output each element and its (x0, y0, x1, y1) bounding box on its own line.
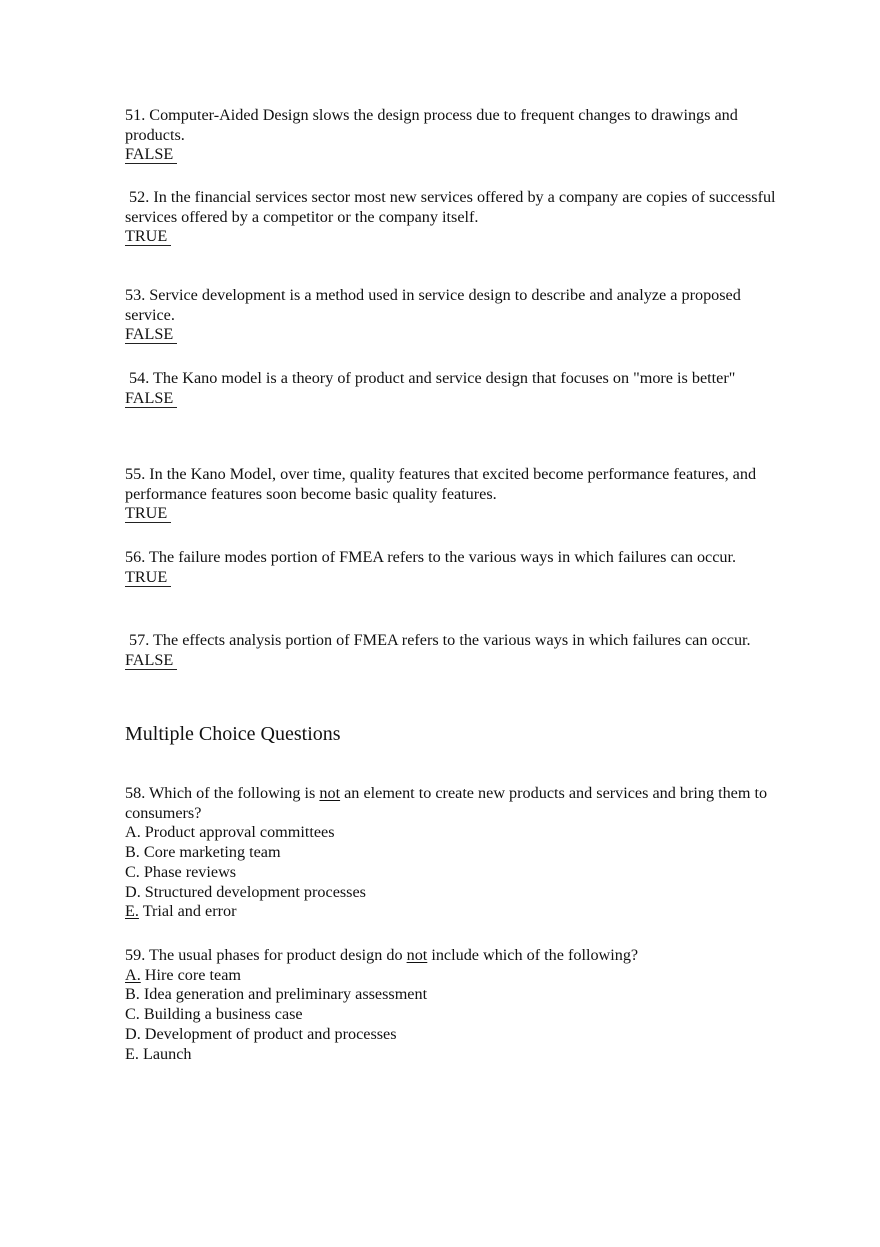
question-59-option-d (125, 1025, 785, 1045)
option-letter: D. (125, 1024, 141, 1043)
question-55-text: 55. In the Kano Model, over time, quality features that excited become performance features, and performance features soon become basic quality features. (125, 465, 757, 503)
option-text: Structured development processes (140, 882, 366, 901)
question-58-option-c (125, 863, 785, 883)
question-53-answer: FALSE (125, 326, 177, 344)
question-58-stem (125, 784, 785, 823)
question-55-answer: TRUE (125, 505, 171, 523)
question-59-stem-after: include which of the following? (427, 946, 639, 964)
option-text: Product approval committees (140, 823, 335, 842)
option-text: Core marketing team (139, 843, 281, 862)
question-52-answer: TRUE (125, 228, 171, 246)
option-text: Launch (138, 1044, 192, 1063)
option-letter: B. (125, 843, 140, 862)
option-letter: D. (125, 882, 141, 901)
question-59-stem (125, 946, 785, 966)
question-51 (125, 106, 785, 165)
option-letter: A. (125, 823, 141, 842)
question-59-option-a (125, 966, 785, 986)
question-59-option-e (125, 1045, 785, 1065)
question-56-text: 56. The failure modes portion of FMEA refers to the various ways in which failures can occur. (125, 548, 737, 566)
question-58-stem-emphasis: not (319, 784, 341, 802)
question-52-text: 52. In the financial services sector most new services offered by a company are copies of successful services offered by a competitor or the company itself. (125, 188, 780, 226)
question-51-answer: FALSE (125, 146, 177, 164)
option-letter: E. (125, 1044, 139, 1063)
question-59-stem-before: 59. The usual phases for product design do (125, 946, 407, 964)
option-text: Phase reviews (139, 862, 237, 881)
question-59-option-b (125, 985, 785, 1005)
question-55 (125, 465, 795, 524)
question-53 (125, 286, 785, 345)
question-58-option-d (125, 883, 785, 903)
question-54-text: 54. The Kano model is a theory of product and service design that focuses on "more is better" (125, 369, 736, 387)
question-58 (125, 784, 785, 922)
option-letter: B. (125, 985, 140, 1004)
question-58-stem-before: 58. Which of the following is (125, 784, 320, 802)
section-heading: Multiple Choice Questions (125, 723, 341, 745)
option-text: Trial and error (138, 902, 237, 921)
question-58-option-b (125, 843, 785, 863)
option-letter: C. (125, 1005, 140, 1024)
question-56-answer: TRUE (125, 569, 171, 587)
option-text: Idea generation and preliminary assessment (139, 985, 428, 1004)
question-54-answer: FALSE (125, 390, 177, 408)
option-letter-correct: A. (125, 965, 141, 984)
question-51-text: 51. Computer-Aided Design slows the design process due to frequent changes to drawings and products. (125, 106, 738, 144)
option-text: Building a business case (139, 1005, 303, 1024)
option-text: Development of product and processes (140, 1024, 397, 1043)
question-57 (125, 631, 785, 670)
option-letter: C. (125, 862, 140, 881)
option-text: Hire core team (140, 965, 241, 984)
question-56 (125, 548, 785, 587)
question-58-option-a (125, 823, 785, 843)
option-letter-correct: E. (125, 902, 139, 921)
question-57-answer: FALSE (125, 652, 177, 670)
question-54 (125, 369, 785, 408)
question-53-text: 53. Service development is a method used in service design to describe and analyze a proposed service. (125, 286, 741, 324)
question-58-stem-after: an element to create new products and services and bring them to consumers? (125, 784, 772, 822)
question-59 (125, 946, 785, 1064)
question-52 (125, 188, 785, 247)
question-59-stem-emphasis: not (406, 946, 428, 964)
question-58-option-e (125, 902, 785, 922)
question-57-text: 57. The effects analysis portion of FMEA refers to the various ways in which failures can occur. (125, 631, 751, 649)
question-59-option-c (125, 1005, 785, 1025)
